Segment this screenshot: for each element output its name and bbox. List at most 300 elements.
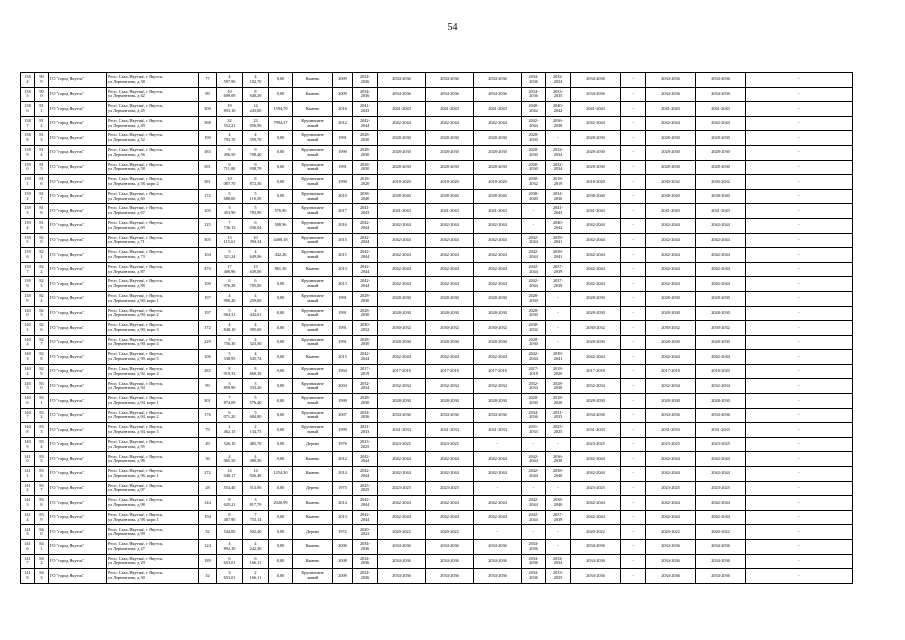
period-5-cell	[522, 189, 546, 204]
period-5-cell	[522, 160, 546, 175]
value-2-cell-line: 102,70	[249, 78, 262, 84]
address-cell-line: ул Лермонтова, д 45	[108, 107, 145, 113]
value-1-cell-line: 609,09	[223, 93, 236, 99]
value-2-cell-line: 23	[253, 117, 258, 123]
period-5-cell-line: 2044	[529, 283, 538, 289]
period-1-cell-line: 2034-	[359, 74, 371, 80]
address-cell-line: Респ. Саха /Якутия/, г Якутск,	[108, 365, 164, 371]
area-cell: 383	[199, 145, 217, 160]
value-3-cell: 7994,37	[269, 116, 293, 131]
address-cell	[107, 379, 199, 394]
period-9-cell: 2042-2044	[646, 350, 696, 365]
period-1-cell-line: 2028-	[359, 336, 371, 342]
period-8-cell: -	[621, 102, 646, 117]
address-cell-line: Респ. Саха /Якутия/, г Якутск,	[108, 351, 164, 357]
row-number-part: 1	[26, 472, 29, 478]
period-1-cell-line: 2030-	[359, 322, 371, 328]
wall-material-cell-line: Крупнопане	[301, 570, 324, 576]
period-1-cell-line: 2040	[360, 195, 370, 201]
address-cell-line: Респ. Саха /Якутия/, г Якутск,	[108, 161, 164, 167]
area-cell: 391	[199, 160, 217, 175]
period-6-cell	[546, 145, 571, 160]
period-5-cell-line: 2034-	[528, 570, 539, 576]
area-cell: 197	[199, 306, 217, 321]
wall-material-cell-line: Крупнопане	[301, 293, 324, 298]
wall-material-cell	[293, 379, 333, 394]
value-1-cell-line: 526,10	[223, 441, 236, 447]
address-cell	[107, 116, 199, 131]
last-cell: -	[746, 189, 853, 204]
row-number-part: 139	[24, 249, 31, 255]
period-3-cell: 2018-2020	[426, 175, 474, 190]
row-number-cell	[21, 540, 35, 555]
period-10-cell: 2042-2044	[696, 496, 746, 511]
period-6-cell-line: 2036-	[552, 117, 564, 123]
row-number-part: 4	[26, 516, 29, 522]
address-cell	[107, 335, 199, 350]
period-9-cell: 2032-2034	[646, 379, 696, 394]
period-1-cell-line: 2028-	[359, 307, 371, 313]
value-1-cell-line: 115,61	[223, 239, 236, 245]
municipality-cell: ГО "город Якутск"	[49, 102, 107, 117]
value-3-cell: 0,00	[269, 189, 293, 204]
value-1-cell-line: 087,70	[223, 180, 236, 186]
row-number-cell	[21, 189, 35, 204]
row-code-cell	[35, 467, 49, 482]
value-2-cell	[243, 437, 269, 452]
value-1-cell-line: 848,10	[223, 326, 236, 332]
year-built-cell: 2016	[333, 102, 353, 117]
value-1-cell-line: 653,01	[223, 560, 236, 566]
row-code-part: 0	[40, 385, 43, 391]
period-8-cell: -	[621, 437, 646, 452]
period-9-cell: 2041-2043	[646, 204, 696, 219]
period-5-cell-line: 2036	[529, 93, 538, 99]
address-cell	[107, 540, 199, 555]
row-code-part: 1	[40, 253, 43, 259]
row-code-part: 81	[39, 147, 44, 153]
value-1-cell	[217, 321, 243, 336]
value-2-cell	[243, 175, 269, 190]
value-2-cell-line: 10	[253, 234, 258, 240]
period-6-cell-line: 2035	[553, 574, 563, 580]
value-2-cell-line: 4	[254, 132, 257, 138]
row-number-part: 138	[24, 74, 31, 80]
period-1-cell-line: 2042-	[359, 468, 371, 474]
period-7-cell: 2034-2036	[571, 408, 621, 423]
period-1-cell-line: 2018-	[359, 176, 371, 182]
value-1-cell-line: 793,70	[223, 137, 236, 143]
period-5-cell-line: 2040	[529, 195, 538, 201]
period-1-cell	[353, 131, 378, 146]
address-cell-line: ул Лермонтова, д 99	[108, 531, 145, 537]
value-3-cell: 0,00	[269, 306, 293, 321]
table-row	[21, 525, 853, 540]
municipality-cell: ГО "город Якутск"	[49, 350, 107, 365]
wall-material-cell-line: Крупнопане	[301, 234, 324, 240]
last-cell: -	[746, 569, 853, 584]
value-1-cell	[217, 218, 243, 233]
year-built-cell: 1999	[333, 423, 353, 438]
value-3-cell: 508,96	[269, 218, 293, 233]
period-1-cell	[353, 423, 378, 438]
period-1-cell	[353, 540, 378, 555]
value-1-cell-line: 4	[228, 132, 231, 138]
period-2-cell: 2028-2030	[378, 306, 426, 321]
address-cell-line: ул Лермонтова, д 90, корп 2	[108, 312, 159, 318]
period-9-cell: 2042-2044	[646, 262, 696, 277]
period-1-cell	[353, 306, 378, 321]
period-4-cell: 2032-2034	[474, 379, 522, 394]
row-code-cell	[35, 423, 49, 438]
row-code-cell	[35, 145, 49, 160]
value-1-cell	[217, 87, 243, 102]
row-code-part: 4	[40, 443, 43, 449]
address-cell-line: ул Лермонтова, д 58	[108, 166, 145, 172]
address-cell-line: ул Лермонтова, д 67	[108, 210, 145, 216]
municipality-cell: ГО "город Якутск"	[49, 116, 107, 131]
period-5-cell-line: 2028-	[528, 336, 539, 342]
period-2-cell: 2034-2036	[378, 554, 426, 569]
period-5-cell-line: 2030	[529, 312, 538, 318]
period-1-cell	[353, 204, 378, 219]
table-row	[21, 394, 853, 409]
wall-material-cell-line: Крупнопане	[301, 336, 324, 342]
wall-material-cell-line: льный	[306, 253, 319, 259]
period-7-cell: 2028-2030	[571, 306, 621, 321]
period-7-cell: 2020-2022	[571, 525, 621, 540]
period-6-cell-line: 2032-	[552, 74, 564, 80]
period-10-cell: 2042-2044	[696, 116, 746, 131]
row-number-cell	[21, 262, 35, 277]
period-5-cell-line: 2033	[529, 429, 538, 435]
value-1-cell-line: 859,90	[223, 385, 236, 391]
period-5-cell-line: 2042-	[528, 351, 539, 357]
period-1-cell	[353, 262, 378, 277]
value-1-cell-line: 4	[228, 541, 231, 547]
period-6-cell-line: 2039-	[552, 351, 564, 357]
last-cell: -	[746, 248, 853, 263]
last-cell: -	[746, 335, 853, 350]
municipality-cell: ГО "город Якутск"	[49, 364, 107, 379]
year-built-cell: 1972	[333, 525, 353, 540]
row-code-part: 3	[40, 574, 43, 580]
period-5-cell-line: 2044	[529, 502, 538, 508]
period-5-cell	[522, 233, 546, 248]
row-number-cell	[21, 175, 35, 190]
period-6-cell-line: 2039	[553, 516, 563, 522]
period-6-cell	[546, 394, 571, 409]
period-2-cell: 2042-2044	[378, 233, 426, 248]
value-1-cell-line: 653,01	[223, 574, 236, 580]
value-2-cell-line: 9	[254, 147, 257, 153]
period-5-cell	[522, 452, 546, 467]
period-3-cell: 2042-2044	[426, 218, 474, 233]
row-number-part: 4	[26, 370, 29, 376]
wall-material-cell	[293, 131, 333, 146]
value-2-cell-line: 8	[254, 176, 257, 182]
period-4-cell: -	[474, 525, 522, 540]
value-2-cell-line: 380,30	[249, 458, 262, 464]
wall-material-cell-line: Крупнопане	[301, 161, 324, 167]
period-6-cell	[546, 569, 571, 584]
value-2-cell-line: 15	[253, 263, 258, 269]
wall-material-cell	[293, 204, 333, 219]
wall-material-cell-line: Камень	[305, 266, 320, 272]
period-1-cell-line: 2043	[360, 107, 370, 113]
row-code-part: 83	[39, 468, 44, 474]
value-1-cell-line: 629,21	[223, 502, 236, 508]
row-number-cell	[21, 423, 35, 438]
period-1-cell-line: 2034-	[359, 570, 371, 576]
address-cell-line: ул Лермонтова, д 94, корп 2	[108, 414, 159, 420]
year-built-cell: 1991	[333, 160, 353, 175]
period-5-cell-line: 2028-	[528, 132, 539, 138]
row-code-part: 84	[39, 555, 44, 561]
row-code-part: 5	[40, 312, 43, 318]
row-code-part: 0	[40, 93, 43, 99]
value-1-cell	[217, 510, 243, 525]
value-2-cell-line: 134,75	[249, 429, 262, 435]
municipality-cell: ГО "город Якутск"	[49, 160, 107, 175]
period-3-cell: 2017-2018	[426, 364, 474, 379]
period-6-cell-line: 2020	[553, 399, 563, 405]
value-2-cell-line: 395,60	[249, 326, 262, 332]
year-built-cell: 2010	[333, 189, 353, 204]
row-code-part: 82	[39, 278, 44, 284]
value-1-cell-line: 688,00	[223, 195, 236, 201]
period-6-cell	[546, 73, 571, 88]
row-number-part: 3	[26, 502, 29, 508]
period-7-cell: 2034-2036	[571, 87, 621, 102]
row-code-part: 5	[40, 166, 43, 172]
row-code-part: 6	[40, 326, 43, 332]
row-number-cell	[21, 87, 35, 102]
period-4-cell: 2041-2043	[474, 102, 522, 117]
period-5-cell	[522, 262, 546, 277]
period-5-cell	[522, 116, 546, 131]
period-9-cell: 2028-2030	[646, 394, 696, 409]
period-6-cell-line: 2034	[553, 151, 563, 157]
period-5-cell	[522, 496, 546, 511]
period-2-cell: 2042-2044	[378, 510, 426, 525]
period-1-cell-line: 2033	[360, 429, 370, 435]
municipality-cell: ГО "город Якутск"	[49, 73, 107, 88]
row-number-cell	[21, 116, 35, 131]
value-1-cell	[217, 540, 243, 555]
period-10-cell: 2030-2032	[696, 321, 746, 336]
wall-material-cell	[293, 160, 333, 175]
value-1-cell	[217, 204, 243, 219]
area-cell: 106	[199, 350, 217, 365]
period-6-cell-line: 2033-	[552, 570, 564, 576]
row-code-cell	[35, 350, 49, 365]
last-cell: -	[746, 379, 853, 394]
table-row	[21, 73, 853, 88]
value-1-cell	[217, 437, 243, 452]
value-1-cell-line: 496,50	[223, 151, 236, 157]
value-1-cell-line: 892,10	[223, 545, 236, 551]
period-9-cell: 2042-2044	[646, 510, 696, 525]
table-row	[21, 437, 853, 452]
last-cell: -	[746, 145, 853, 160]
row-number-part: 139	[24, 205, 31, 211]
wall-material-cell-line: льный	[306, 151, 319, 157]
address-cell-line: ул Лермонтова, д 90, корп 1	[108, 297, 159, 303]
period-1-cell-line: 2023-	[359, 482, 371, 488]
address-cell-line: Респ. Саха /Якутия/, г Якутск,	[108, 570, 164, 576]
address-cell-line: Респ. Саха /Якутия/, г Якутск,	[108, 117, 164, 123]
row-number-part: 140	[24, 336, 31, 342]
period-4-cell: 2042-2044	[474, 116, 522, 131]
value-1-cell	[217, 364, 243, 379]
address-cell-line: Респ. Саха /Якутия/, г Якутск,	[108, 103, 164, 109]
value-1-cell-line: 17	[227, 263, 232, 269]
period-9-cell: 2030-2032	[646, 175, 696, 190]
value-2-cell-line: 4	[254, 74, 257, 80]
period-5-cell-line: 2017-	[528, 365, 539, 371]
address-cell	[107, 277, 199, 292]
municipality-cell: ГО "город Якутск"	[49, 321, 107, 336]
wall-material-cell	[293, 321, 333, 336]
period-6-cell-line: 2018-	[552, 365, 564, 371]
row-number-part: 139	[24, 161, 31, 167]
table-row	[21, 569, 853, 584]
period-5-cell	[522, 423, 546, 438]
period-10-cell: 2041-2043	[696, 204, 746, 219]
period-1-cell-line: 2036	[360, 78, 370, 84]
value-2-cell	[243, 262, 269, 277]
period-1-cell-line: 2038-	[359, 190, 371, 196]
period-7-cell: 2042-2044	[571, 350, 621, 365]
period-6-cell-line: 2039-	[552, 249, 564, 255]
wall-material-cell-line: Дерево	[305, 441, 320, 447]
period-6-cell	[546, 423, 571, 438]
period-7-cell: 2028-2030	[571, 160, 621, 175]
period-5-cell-line: 2042-	[528, 263, 539, 269]
year-built-cell: 2012	[333, 452, 353, 467]
period-1-cell-line: 2030	[360, 297, 370, 303]
last-cell: -	[746, 423, 853, 438]
address-cell-line: Респ. Саха /Якутия/, г Якутск,	[108, 220, 164, 226]
value-2-cell-line: 545,74	[249, 356, 262, 362]
wall-material-cell-line: Дерево	[305, 485, 320, 491]
address-cell-line: ул Лермонтова, д 49	[108, 122, 145, 128]
period-1-cell-line: 2025	[360, 487, 370, 493]
period-6-cell-line: 2034	[553, 78, 563, 84]
period-7-cell: 2032-2034	[571, 379, 621, 394]
value-2-cell-line: 4	[254, 351, 257, 357]
year-built-cell: 2013	[333, 262, 353, 277]
value-2-cell-line: 6	[254, 278, 257, 284]
municipality-cell: ГО "город Якутск"	[49, 467, 107, 482]
address-cell	[107, 481, 199, 496]
value-1-cell	[217, 102, 243, 117]
address-cell-line: ул Лермонтова, д 94	[108, 385, 145, 391]
period-2-cell: 2042-2044	[378, 350, 426, 365]
value-2-cell	[243, 496, 269, 511]
period-2-cell: 2042-2044	[378, 452, 426, 467]
row-code-part: 84	[39, 541, 44, 547]
value-2-cell-line: 2	[254, 424, 257, 430]
municipality-cell: ГО "город Якутск"	[49, 306, 107, 321]
last-cell: -	[746, 204, 853, 219]
table-body	[21, 73, 853, 584]
address-cell	[107, 452, 199, 467]
value-3-cell: 0,00	[269, 335, 293, 350]
period-1-cell-line: 2036	[360, 414, 370, 420]
value-1-cell	[217, 481, 243, 496]
value-2-cell	[243, 481, 269, 496]
last-cell: -	[746, 160, 853, 175]
value-2-cell-line: 056,90	[249, 122, 262, 128]
last-cell: -	[746, 73, 853, 88]
value-2-cell-line: 485,70	[249, 441, 262, 447]
value-3-cell: 0,00	[269, 452, 293, 467]
year-built-cell: 2015	[333, 350, 353, 365]
period-9-cell: 2034-2036	[646, 540, 696, 555]
address-cell	[107, 554, 199, 569]
row-code-part: 84	[39, 526, 44, 532]
table-row	[21, 306, 853, 321]
period-3-cell: 2042-2044	[426, 467, 474, 482]
row-code-part: 90	[39, 88, 44, 94]
period-10-cell: 2034-2036	[696, 569, 746, 584]
period-5-cell-line: 2030	[529, 151, 538, 157]
value-2-cell-line: 4	[254, 453, 257, 459]
period-5-cell-line: 2030	[529, 297, 538, 303]
municipality-cell: ГО "город Якутск"	[49, 248, 107, 263]
period-1-cell-line: 2030	[360, 399, 370, 405]
period-5-cell: -	[522, 481, 546, 496]
address-cell-line: Респ. Саха /Якутия/, г Якутск,	[108, 468, 164, 474]
period-6-cell-line: 2037-	[552, 263, 564, 269]
municipality-cell: ГО "город Якутск"	[49, 218, 107, 233]
period-1-cell-line: 2042-	[359, 511, 371, 517]
value-1-cell-line: 544,00	[223, 528, 236, 534]
area-cell: 32	[199, 569, 217, 584]
address-cell-line: Респ. Саха /Якутия/, г Якутск,	[108, 541, 164, 547]
period-9-cell: 2028-2030	[646, 145, 696, 160]
period-10-cell: 2042-2044	[696, 510, 746, 525]
area-cell: 28	[199, 481, 217, 496]
period-10-cell: 2038-2040	[696, 189, 746, 204]
period-6-cell	[546, 233, 571, 248]
year-built-cell: 1991	[333, 321, 353, 336]
period-9-cell: 2042-2044	[646, 233, 696, 248]
value-3-cell: 0,00	[269, 423, 293, 438]
address-cell-line: Респ. Саха /Якутия/, г Якутск,	[108, 293, 164, 298]
row-code-part: 8	[40, 356, 43, 362]
value-1-cell-line: 065,50	[223, 458, 236, 464]
value-2-cell	[243, 423, 269, 438]
period-6-cell-line: 2040-	[552, 103, 564, 109]
row-code-cell	[35, 540, 49, 555]
area-cell: 190	[199, 131, 217, 146]
period-7-cell: 2018-2020	[571, 175, 621, 190]
value-1-cell-line: 4	[228, 453, 231, 459]
address-cell-line: Респ. Саха /Якутия/, г Якутск,	[108, 132, 164, 138]
row-code-part: 1	[40, 545, 43, 551]
row-number-part: 141	[24, 497, 31, 503]
value-2-cell	[243, 408, 269, 423]
period-6-cell-line: 2041	[553, 356, 563, 362]
value-1-cell	[217, 496, 243, 511]
period-2-cell: 2042-2044	[378, 496, 426, 511]
table-row	[21, 321, 853, 336]
period-1-cell-line: 2044	[360, 224, 370, 230]
period-5-cell-line: 2034-	[528, 555, 539, 561]
